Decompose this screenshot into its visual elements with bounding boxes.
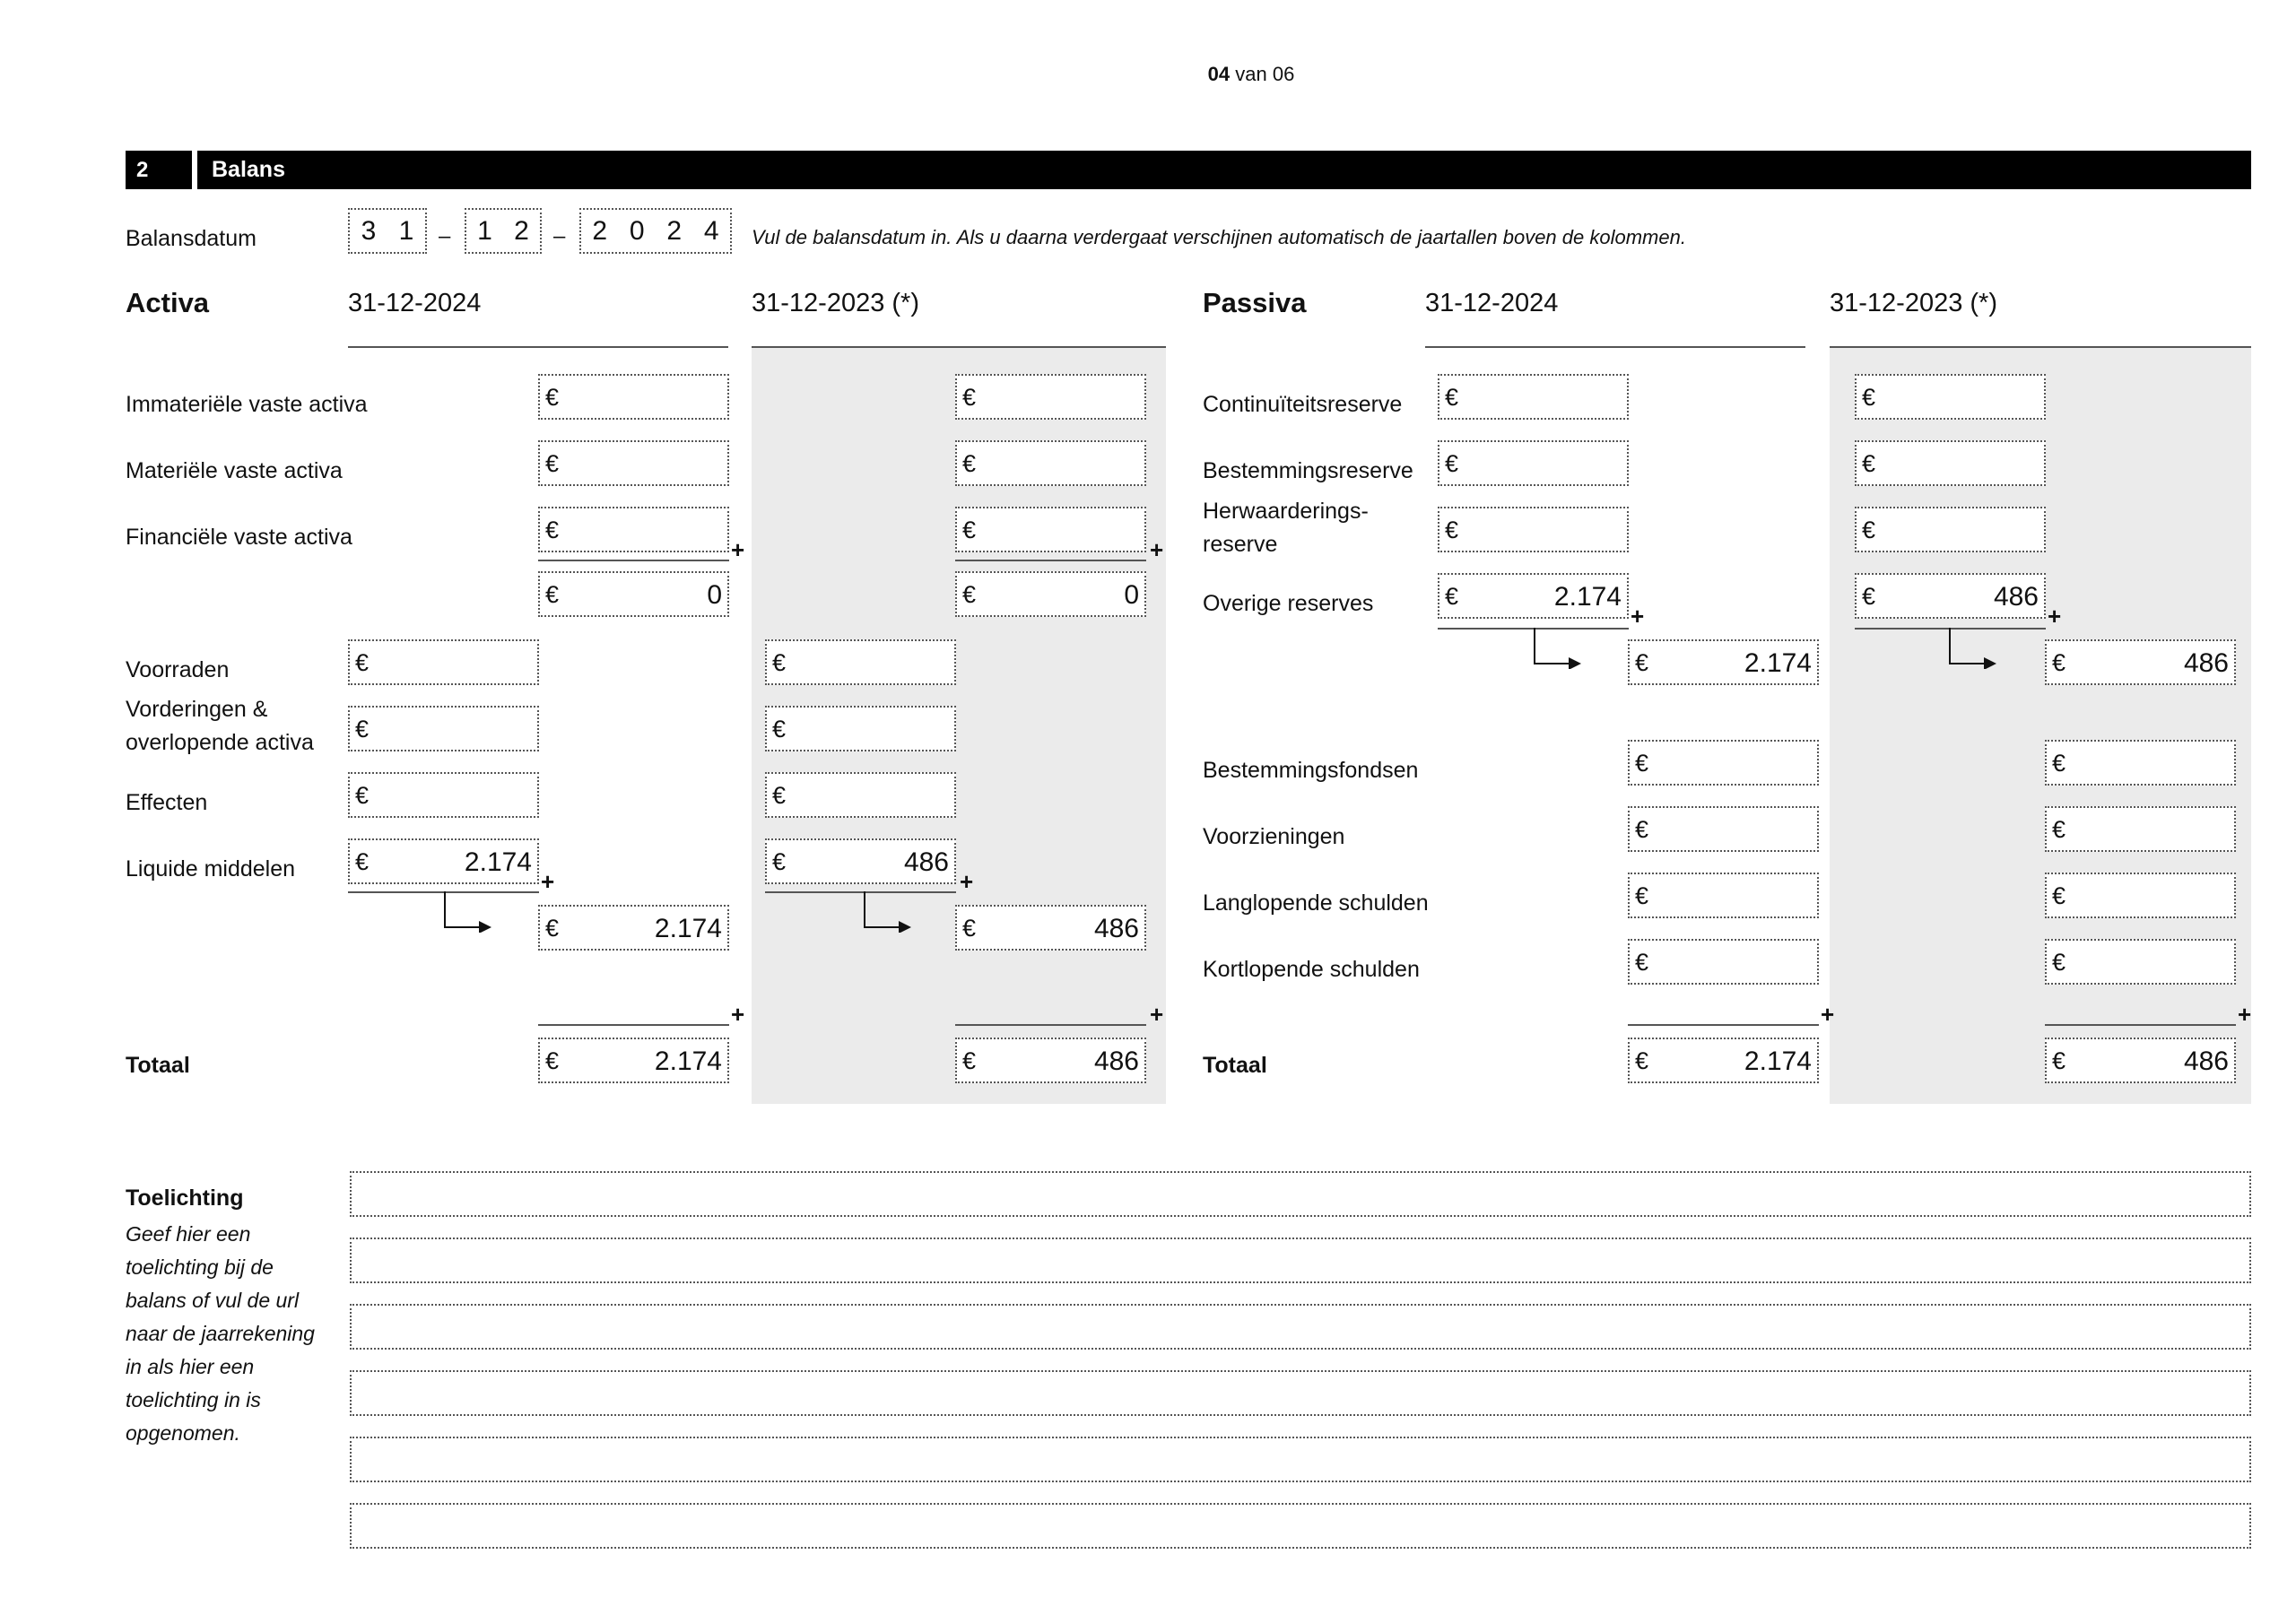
- passiva-previous-bestemmingsreserve-input[interactable]: €: [1855, 440, 2046, 486]
- toelichting-line-input[interactable]: [350, 1503, 2251, 1549]
- activa-previous-effecten-input[interactable]: €: [765, 772, 956, 818]
- carry-arrow-icon: [859, 891, 913, 933]
- carry-arrow-icon: [1944, 628, 1998, 669]
- passiva-title: Passiva: [1203, 287, 1307, 318]
- activa-previous-vlottend-subtotaal: € 486: [955, 905, 1146, 951]
- column-rule: [752, 346, 1166, 348]
- row-label-overige: Overige reserves: [1203, 591, 1374, 616]
- activa-current-immaterieel-input[interactable]: €: [538, 374, 729, 420]
- activa-col-current: 31-12-2024: [348, 289, 482, 317]
- balansdatum-hint: Vul de balansdatum in. Als u daarna verdergaat verschijnen automatisch de jaartallen boven de kolommen.: [752, 226, 1686, 248]
- toelichting-line-input[interactable]: [350, 1238, 2251, 1283]
- passiva-previous-totaal: € 486: [2045, 1038, 2236, 1083]
- activa-previous-voorraden-input[interactable]: €: [765, 639, 956, 685]
- passiva-previous-overige-input[interactable]: € 486: [1855, 573, 2046, 619]
- passiva-previous-reserves-subtotaal: € 486: [2045, 639, 2236, 685]
- row-label-langlopend: Langlopende schulden: [1203, 890, 1429, 916]
- toelichting-instructions: Geef hier een toelichting bij de balans of vul de url naar de jaarrekening in als hier een toelichting in is opgenomen.: [126, 1222, 315, 1445]
- page-number: 04 van 06: [1207, 63, 1295, 85]
- date-separator: –: [439, 224, 451, 248]
- row-label-immaterieel: Immateriële vaste activa: [126, 392, 368, 417]
- passiva-previous-langlopend-input[interactable]: €: [2045, 873, 2236, 918]
- section-header: [126, 151, 2251, 189]
- passiva-current-langlopend-input[interactable]: €: [1628, 873, 1819, 918]
- activa-current-financieel-input[interactable]: €: [538, 507, 729, 552]
- row-label-voorzieningen: Voorzieningen: [1203, 824, 1345, 849]
- section-title: Balans: [212, 157, 285, 182]
- activa-current-vaste-subtotaal: € 0: [538, 571, 729, 617]
- sum-line: [955, 1024, 1146, 1026]
- date-year-input[interactable]: 2 0 2 4: [579, 208, 732, 254]
- activa-current-totaal: € 2.174: [538, 1038, 729, 1083]
- passiva-current-kortlopend-input[interactable]: €: [1628, 939, 1819, 985]
- toelichting-line-input[interactable]: [350, 1437, 2251, 1482]
- row-label-liquide: Liquide middelen: [126, 856, 296, 881]
- column-rule: [348, 346, 728, 348]
- passiva-current-herwaardering-input[interactable]: €: [1438, 507, 1629, 552]
- passiva-previous-voorzieningen-input[interactable]: €: [2045, 806, 2236, 852]
- activa-current-liquide-input[interactable]: € 2.174: [348, 838, 539, 884]
- row-label-vorderingen: Vorderingen & overlopende activa: [126, 697, 314, 755]
- toelichting-line-input[interactable]: [350, 1304, 2251, 1350]
- activa-previous-vorderingen-input[interactable]: €: [765, 706, 956, 751]
- activa-current-materieel-input[interactable]: €: [538, 440, 729, 486]
- passiva-current-voorzieningen-input[interactable]: €: [1628, 806, 1819, 852]
- passiva-current-reserves-subtotaal: € 2.174: [1628, 639, 1819, 685]
- passiva-current-continuiteit-input[interactable]: €: [1438, 374, 1629, 420]
- passiva-col-previous: 31-12-2023 (*): [1830, 289, 1997, 317]
- toelichting-line-input[interactable]: [350, 1370, 2251, 1416]
- activa-title: Activa: [126, 287, 210, 318]
- plus-sign: +: [731, 1001, 745, 1028]
- row-label-totaal: Totaal: [126, 1053, 190, 1078]
- date-day-input[interactable]: 3 1: [348, 208, 427, 254]
- carry-arrow-icon: [1529, 628, 1583, 669]
- section-number: 2: [126, 151, 197, 189]
- row-label-bestemmingsreserve: Bestemmingsreserve: [1203, 458, 1413, 483]
- date-month-input[interactable]: 1 2: [465, 208, 542, 254]
- plus-sign: +: [2238, 1001, 2252, 1028]
- passiva-previous-herwaardering-input[interactable]: €: [1855, 507, 2046, 552]
- row-label-voorraden: Voorraden: [126, 657, 230, 682]
- sum-line: [1628, 1024, 1819, 1026]
- row-label-bestemmingsfondsen: Bestemmingsfondsen: [1203, 758, 1419, 783]
- passiva-previous-continuiteit-input[interactable]: €: [1855, 374, 2046, 420]
- activa-current-voorraden-input[interactable]: €: [348, 639, 539, 685]
- sum-line: [538, 1024, 729, 1026]
- activa-previous-materieel-input[interactable]: €: [955, 440, 1146, 486]
- row-label-totaal: Totaal: [1203, 1053, 1267, 1078]
- toelichting-line-input[interactable]: [350, 1171, 2251, 1217]
- passiva-current-bestemmingsreserve-input[interactable]: €: [1438, 440, 1629, 486]
- plus-sign: +: [1821, 1001, 1835, 1028]
- activa-current-vlottend-subtotaal: € 2.174: [538, 905, 729, 951]
- plus-sign: +: [1631, 603, 1645, 630]
- activa-previous-liquide-input[interactable]: € 486: [765, 838, 956, 884]
- row-label-financieel: Financiële vaste activa: [126, 525, 352, 550]
- plus-sign: +: [1150, 536, 1164, 563]
- row-label-materieel: Materiële vaste activa: [126, 458, 343, 483]
- passiva-current-overige-input[interactable]: € 2.174: [1438, 573, 1629, 619]
- row-label-effecten: Effecten: [126, 790, 208, 815]
- date-separator: –: [553, 224, 566, 248]
- row-label-herwaardering: Herwaarderings- reserve: [1203, 499, 1369, 557]
- plus-sign: +: [731, 536, 745, 563]
- activa-previous-totaal: € 486: [955, 1038, 1146, 1083]
- column-rule: [1830, 346, 2251, 348]
- column-rule: [1425, 346, 1805, 348]
- passiva-col-current: 31-12-2024: [1425, 289, 1559, 317]
- plus-sign: +: [541, 868, 555, 895]
- passiva-previous-bestemmingsfondsen-input[interactable]: €: [2045, 740, 2236, 786]
- row-label-kortlopend: Kortlopende schulden: [1203, 957, 1420, 982]
- carry-arrow-icon: [439, 891, 493, 933]
- activa-previous-vaste-subtotaal: € 0: [955, 571, 1146, 617]
- sum-line: [2045, 1024, 2236, 1026]
- balansdatum-label: Balansdatum: [126, 226, 257, 251]
- passiva-previous-kortlopend-input[interactable]: €: [2045, 939, 2236, 985]
- activa-current-vorderingen-input[interactable]: €: [348, 706, 539, 751]
- passiva-current-bestemmingsfondsen-input[interactable]: €: [1628, 740, 1819, 786]
- sum-line: [955, 560, 1146, 561]
- passiva-current-totaal: € 2.174: [1628, 1038, 1819, 1083]
- activa-previous-immaterieel-input[interactable]: €: [955, 374, 1146, 420]
- row-label-continuiteit: Continuïteitsreserve: [1203, 392, 1403, 417]
- sum-line: [538, 560, 729, 561]
- plus-sign: +: [960, 868, 974, 895]
- plus-sign: +: [1150, 1001, 1164, 1028]
- activa-col-previous: 31-12-2023 (*): [752, 289, 919, 317]
- activa-previous-financieel-input[interactable]: €: [955, 507, 1146, 552]
- activa-current-effecten-input[interactable]: €: [348, 772, 539, 818]
- plus-sign: +: [2048, 603, 2062, 630]
- toelichting-title: Toelichting: [126, 1185, 244, 1211]
